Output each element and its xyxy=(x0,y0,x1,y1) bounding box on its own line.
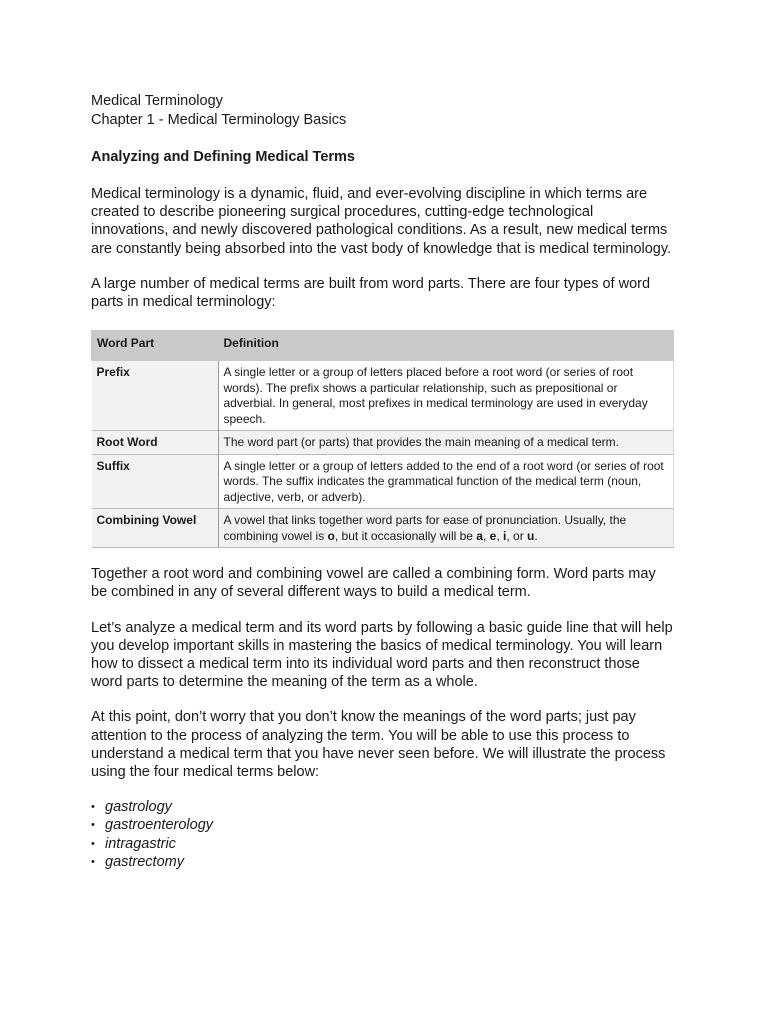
section-heading: Analyzing and Defining Medical Terms xyxy=(91,149,355,165)
table-cell-term: Combining Vowel xyxy=(92,509,219,548)
list-item-text: gastrectomy xyxy=(105,853,184,870)
word-parts-paragraph: A large number of medical terms are built from word parts. There are four types of word parts in medical terminology: xyxy=(91,275,651,311)
word-parts-table xyxy=(91,330,674,548)
table-cell-definition: A single letter or a group of letters placed before a root word (or series of root words). The prefix shows a particular relationship, such as prepositional or adverbial. In general, most prefixes in medical terminology are used in everyday speech. xyxy=(218,361,674,431)
vowel-i: i xyxy=(503,528,507,543)
bullet-icon: • xyxy=(91,855,95,868)
table-row xyxy=(92,361,674,431)
separator: , xyxy=(482,528,490,543)
list-item xyxy=(91,816,674,834)
vowel-u: u xyxy=(527,528,535,543)
list-item-text: gastrology xyxy=(105,799,172,816)
table-cell-definition: The word part (or parts) that provides the main meaning of a medical term. xyxy=(218,431,674,455)
combining-form-paragraph: Together a root word and combining vowel are called a combining form. Word parts may be combined in any of several different ways to build a medical term. xyxy=(91,566,656,601)
list-item xyxy=(91,835,674,853)
process-paragraph: At this point, don’t worry that you don’t know the meanings of the word parts; just pay attention to the process of analyzing the term. You will be able to use this process to understand a medical term that you have never seen before. We will illustrate the process using the four medical terms below: xyxy=(91,709,666,781)
vowel-o: o xyxy=(327,528,335,543)
table-cell-term: Suffix xyxy=(92,454,219,509)
table-row xyxy=(92,509,674,548)
medical-terms-list xyxy=(91,798,674,871)
separator: , xyxy=(496,528,504,543)
document-title: Medical Terminology xyxy=(91,93,223,109)
list-item xyxy=(91,853,674,871)
list-item-text: gastroenterology xyxy=(105,817,214,834)
bullet-icon: • xyxy=(91,801,95,814)
definition-text: A vowel that links together word parts for ease of pronunciation. Usually, the combining vowel is xyxy=(223,513,627,543)
definition-text: . xyxy=(534,528,538,543)
table-cell-definition xyxy=(218,509,674,548)
list-item-text: intragastric xyxy=(105,835,176,852)
table-cell-term: Prefix xyxy=(92,361,219,431)
table-cell-definition: A single letter or a group of letters added to the end of a root word (or series of root words. The suffix indicates the grammatical function of the medical term (noun, adjective, verb, or adverb). xyxy=(218,454,674,509)
table-header-row xyxy=(92,331,674,361)
column-header-definition: Definition xyxy=(218,331,674,361)
vowel-e: e xyxy=(489,528,497,543)
table-row xyxy=(92,431,674,455)
table-cell-term: Root Word xyxy=(92,431,219,455)
list-item xyxy=(91,798,674,816)
vowel-a: a xyxy=(476,528,483,543)
table-row xyxy=(92,454,674,509)
chapter-title: Chapter 1 - Medical Terminology Basics xyxy=(91,112,347,128)
bullet-icon: • xyxy=(91,819,95,832)
bullet-icon: • xyxy=(91,837,95,850)
separator: , or xyxy=(506,528,528,543)
analyze-paragraph: Let’s analyze a medical term and its word parts by following a basic guide line that will help you develop important skills in mastering the basics of medical terminology. You will learn how to dissect a medical term into its individual word parts and then reconstruct those word parts to determine the meaning of the term as a whole. xyxy=(91,619,673,691)
column-header-word-part: Word Part xyxy=(92,331,219,361)
intro-paragraph: Medical terminology is a dynamic, fluid, and ever-evolving discipline in which terms are created to describe pioneering surgical procedures, cutting-edge technological innovations, and newly discovered pathological conditions. As a result, new medical terms are constantly being absorbed into the vast body of knowledge that is medical terminology. xyxy=(91,186,672,257)
definition-text: , but it occasionally will be xyxy=(334,528,477,543)
